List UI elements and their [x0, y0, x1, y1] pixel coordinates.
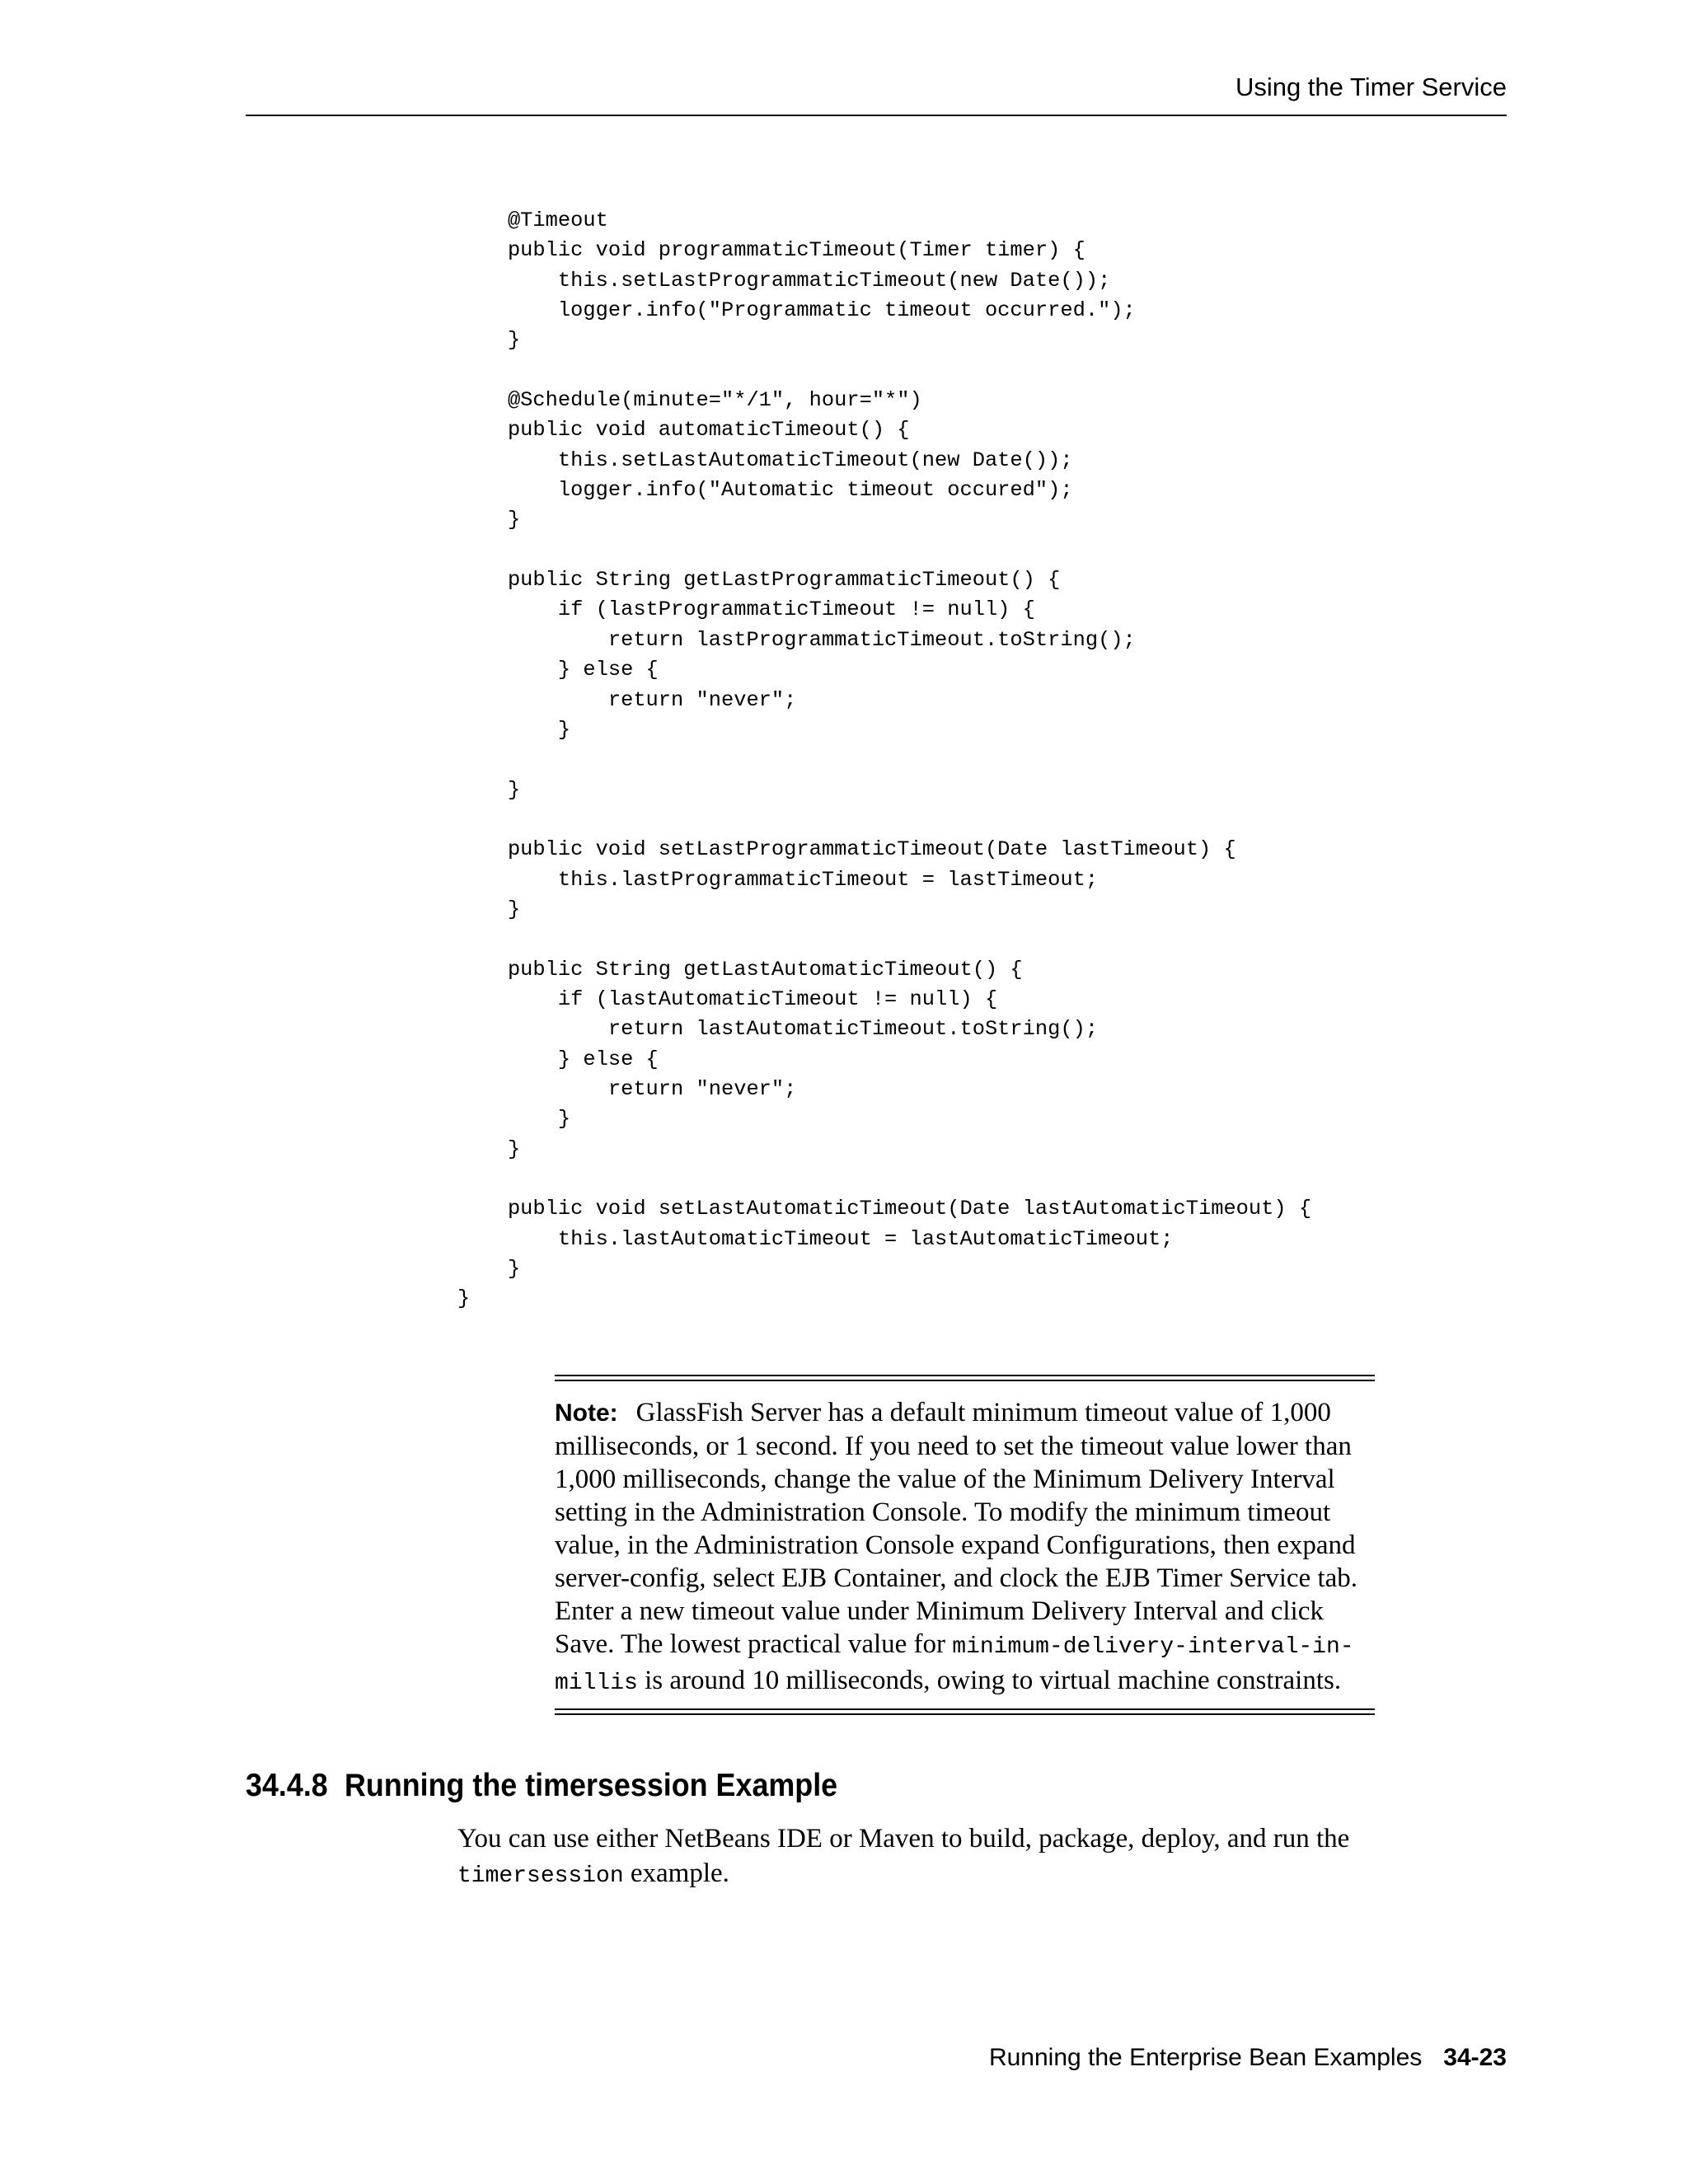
section-heading	[246, 1768, 837, 1804]
code-line: return "never";	[457, 687, 797, 712]
note-label: Note:	[555, 1399, 618, 1427]
note-text: GlassFish Server has a default minimum timeout value of 1,000 milliseconds, or 1 second. If you need to set the timeout value lower than 1,000 milliseconds, change the value of the Minimum Delivery Interval setting in the Administration Console. To modify the minimum timeout value, in the Administration Console expand Configurations, then expand server-config, select EJB Container, and clock the EJB Timer Service tab. Enter a new timeout value under Minimum Delivery Interval and click Save. The lowest practical value for	[555, 1398, 1358, 1659]
section-paragraph	[457, 1821, 1447, 1894]
code-line: public void automaticTimeout() {	[457, 418, 910, 443]
code-line: public void programmaticTimeout(Timer timer) {	[457, 238, 1085, 263]
code-block	[457, 206, 1311, 1315]
paragraph-text: You can use either NetBeans IDE or Maven to build, package, deploy, and run the	[457, 1824, 1350, 1854]
code-line: }	[457, 897, 521, 921]
code-line: }	[457, 1137, 521, 1161]
note-text-end: is around 10 milliseconds, owing to virtual machine constraints.	[645, 1666, 1342, 1695]
code-line	[457, 1165, 1311, 1194]
note-bottom-rule	[555, 1708, 1375, 1715]
code-line: }	[457, 717, 571, 742]
section-title: Running the timersession Example	[345, 1768, 838, 1803]
code-line: } else {	[457, 1047, 659, 1071]
code-line: return lastProgrammaticTimeout.toString();	[457, 627, 1136, 652]
footer-page-number: 34-23	[1443, 2044, 1507, 2071]
running-header: Using the Timer Service	[1235, 73, 1507, 101]
code-line: logger.info("Automatic timeout occured");	[457, 478, 1073, 503]
paragraph-code: timersession	[457, 1863, 624, 1889]
header-rule	[246, 115, 1507, 116]
code-line: }	[457, 777, 521, 802]
code-line: }	[457, 1107, 571, 1132]
note-body	[555, 1381, 1375, 1708]
code-line: }	[457, 508, 521, 532]
running-footer	[246, 2044, 1507, 2072]
code-line: }	[457, 328, 521, 353]
note-top-rule	[555, 1375, 1375, 1381]
code-line: if (lastProgrammaticTimeout != null) {	[457, 598, 1035, 622]
section-number: 34.4.8	[246, 1768, 328, 1803]
code-line: return lastAutomaticTimeout.toString();	[457, 1017, 1099, 1042]
code-line: if (lastAutomaticTimeout != null) {	[457, 987, 998, 1011]
code-line: public void setLastAutomaticTimeout(Date lastAutomaticTimeout) {	[457, 1197, 1312, 1221]
code-line	[457, 356, 1311, 386]
note-box	[555, 1375, 1375, 1715]
code-line: public String getLastAutomaticTimeout() {	[457, 957, 1023, 982]
code-line: }	[457, 1286, 471, 1311]
code-line: @Timeout	[457, 209, 608, 232]
note-code: minimum-delivery-interval-in-millis	[555, 1634, 1354, 1696]
code-line: this.lastProgrammaticTimeout = lastTimeout;	[457, 867, 1099, 892]
code-line	[457, 536, 1311, 565]
code-line: @Schedule(minute="*/1", hour="*")	[457, 388, 922, 413]
code-line	[457, 745, 1311, 775]
code-line: } else {	[457, 658, 659, 682]
code-line: this.lastAutomaticTimeout = lastAutomaticTimeout;	[457, 1226, 1174, 1251]
code-line: return "never";	[457, 1076, 797, 1101]
code-line	[457, 925, 1311, 954]
footer-chapter-title: Running the Enterprise Bean Examples	[988, 2044, 1423, 2071]
code-line: logger.info("Programmatic timeout occurred.");	[457, 298, 1136, 323]
code-line: this.setLastProgrammaticTimeout(new Date());	[457, 268, 1111, 293]
code-line	[457, 805, 1311, 835]
paragraph-text-end: example.	[630, 1858, 729, 1888]
code-line: this.setLastAutomaticTimeout(new Date());	[457, 448, 1073, 472]
code-line: public String getLastProgrammaticTimeout() {	[457, 568, 1061, 593]
code-line: public void setLastProgrammaticTimeout(Date lastTimeout) {	[457, 837, 1236, 862]
code-line: }	[457, 1257, 521, 1282]
